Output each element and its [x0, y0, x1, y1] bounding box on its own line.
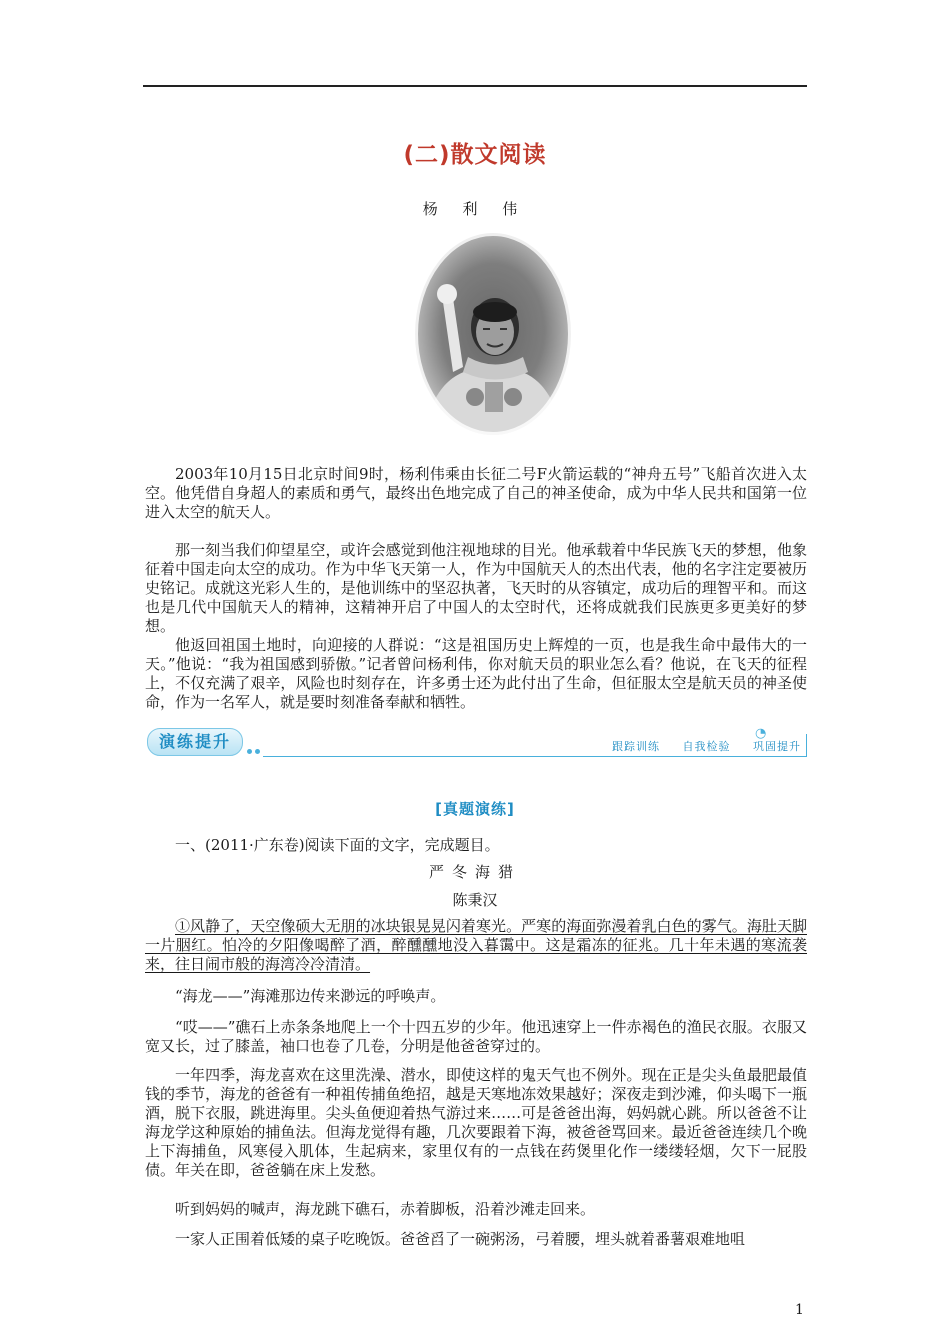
- banner-edge: [806, 734, 807, 756]
- banner-link-tracking: 跟踪训练: [612, 740, 660, 753]
- banner-link-selfcheck: 自我检验: [682, 740, 731, 753]
- essay-author: 陈秉汉: [452, 891, 498, 909]
- question-intro: 一、(2011·广东卷)阅读下面的文字，完成题目。: [175, 836, 500, 854]
- essay-paragraph: “海龙——”海滩那边传来渺远的呼唤声。: [175, 987, 446, 1005]
- practice-title: [真题演练]: [435, 800, 515, 818]
- banner-link-consolidate: 巩固提升: [753, 740, 801, 753]
- banner-underline: [263, 756, 807, 757]
- essay-paragraph: 一家人正围着低矮的桌子吃晚饭。爸爸舀了一碗粥汤，弓着腰，埋头就着番薯艰难地咀: [175, 1230, 746, 1248]
- essay-paragraph: 听到妈妈的喊声，海龙跳下礁石，赤着脚板，沿着沙滩走回来。: [175, 1200, 596, 1218]
- essay-title: 严冬海猎: [428, 863, 521, 881]
- profile-paragraph: 那一刻当我们仰望星空，或许会感觉到他注视地球的目光。他承载着中华民族飞天的梦想，他象征着中国走向太空的成功。作为中华飞天第一人，作为中国航天人的杰出代表，他的名字注定要被历史铭记。成就这光彩人生的，是他训练中的坚忍执著，飞天时的从容镇定，成功后的理智平和。而这也是几代中国航天人的精神，这精神开启了中国人的太空时代，还将成就我们民族更多更美好的梦想。: [145, 541, 807, 635]
- practice-banner: [143, 724, 811, 760]
- essay-paragraph: “哎——”礁石上赤条条地爬上一个十四五岁的少年。他迅速穿上一件赤褐色的渔民衣服。衣服又宽又长，过了膝盖，袖口也卷了几卷，分明是他爸爸穿过的。: [145, 1018, 807, 1055]
- profile-paragraph: 2003年10月15日北京时间9时，杨利伟乘由长征二号F火箭运载的“神舟五号”飞船首次进入太空。他凭借自身超人的素质和勇气，最终出色地完成了自己的神圣使命，成为中华人民共和国第一位进入太空的航天人。: [145, 465, 807, 521]
- banner-dots-icon: [247, 739, 263, 758]
- practice-banner-label: 演练提升: [147, 728, 243, 756]
- profile-name: 杨 利 伟: [422, 200, 528, 218]
- essay-paragraph: ①风静了，天空像硕大无朋的冰块银晃晃闪着寒光。严寒的海面弥漫着乳白色的雾气。海肚天脚一片胭红。怕冷的夕阳像喝醉了酒，醉醺醺地没入暮霭中。这是霜冻的征兆。几十年未遇的寒流袭来，往日闹市般的海湾冷冷清清。: [145, 917, 807, 973]
- astronaut-portrait: [413, 232, 573, 437]
- essay-paragraph: 一年四季，海龙喜欢在这里洗澡、潜水，即使这样的鬼天气也不例外。现在正是尖头鱼最肥最值钱的季节，海龙的爸爸有一种祖传捕鱼绝招，越是天寒地冻效果越好；深夜走到沙滩，仰头喝下一瓶酒，脱下衣服，跳进海里。尖头鱼便迎着热气游过来……可是爸爸出海，妈妈就心跳。所以爸爸不让海龙学这种原始的捕鱼法。但海龙觉得有趣，几次要跟着下海，被爸爸骂回来。最近爸爸连续几个晚上下海捕鱼，风寒侵入肌体，生起病来，家里仅有的一点钱在药煲里化作一缕缕轻烟，欠下一屁股债。年关在即，爸爸躺在床上发愁。: [145, 1066, 807, 1179]
- banner-links: [594, 738, 801, 754]
- section-title: (二)散文阅读: [403, 142, 547, 168]
- swirl-icon: ◔: [755, 726, 767, 741]
- header-rule: [143, 85, 807, 87]
- page-number: 1: [795, 1302, 804, 1318]
- profile-paragraph: 他返回祖国土地时，向迎接的人群说：“这是祖国历史上辉煌的一页，也是我生命中最伟大的一天。”他说：“我为祖国感到骄傲。”记者曾问杨利伟，你对航天员的职业怎么看？他说，在飞天的征程上，不仅充满了艰辛，风险也时刻存在，许多勇士还为此付出了生命，但征服太空是航天员的神圣使命，作为一名军人，就是要时刻准备奉献和牺牲。: [145, 636, 807, 711]
